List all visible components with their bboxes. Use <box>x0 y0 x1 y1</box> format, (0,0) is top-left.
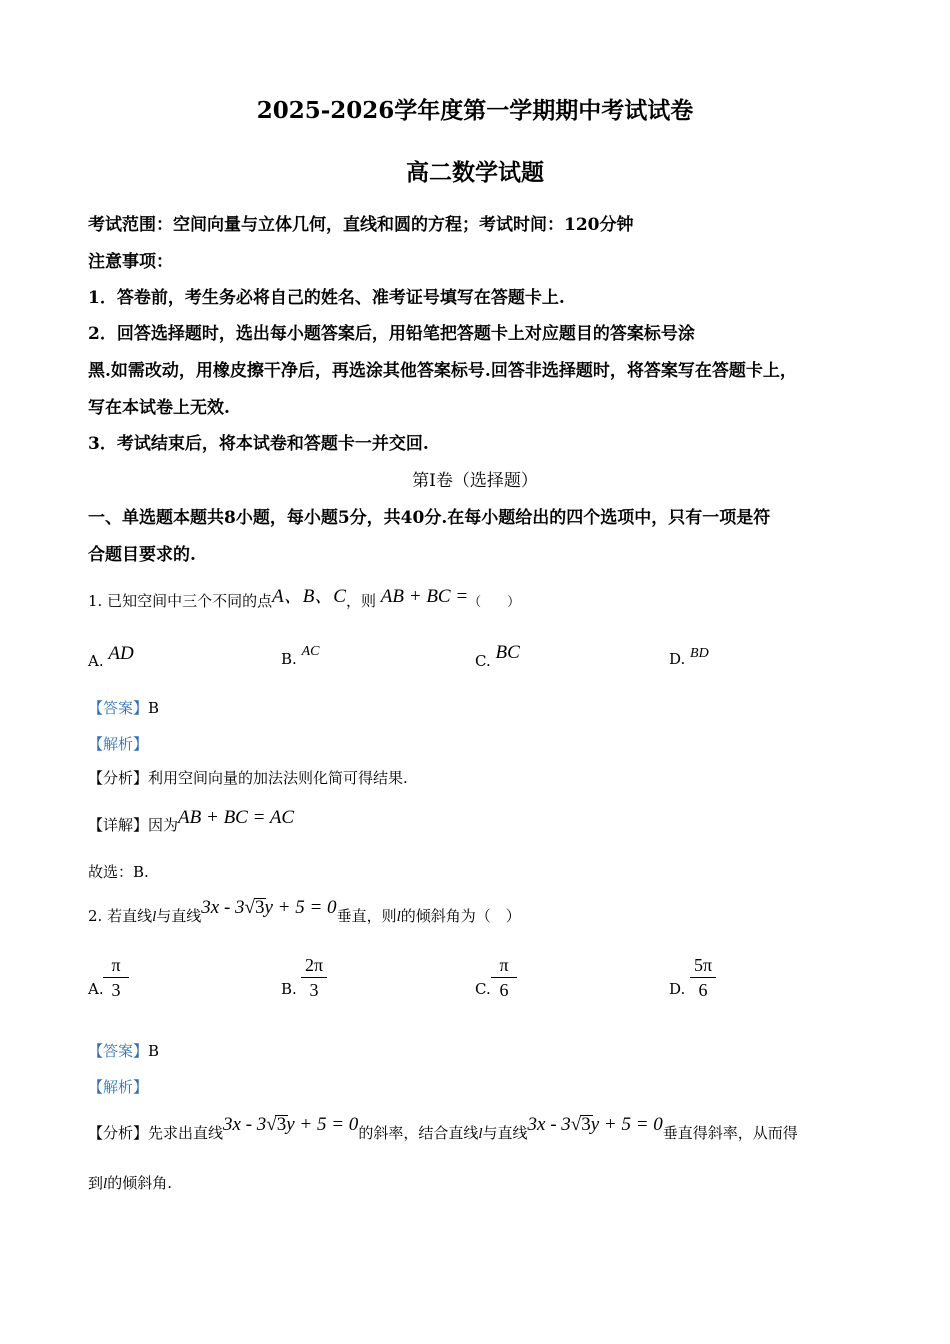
part-1-heading-line-1: 一、单选题本题共8小题，每小题5分，共40分.在每小题给出的四个选项中，只有一项是符 <box>88 508 771 528</box>
q2-option-b-fraction <box>301 955 327 1000</box>
q2-option-d-bar <box>690 977 716 978</box>
q2-analysis-l-1: l <box>478 1126 483 1142</box>
notice-item-3: 3．考试结束后，将本试卷和答题卡一并交回. <box>88 434 429 454</box>
q2-equation-part-b: y + 5 = 0 <box>264 897 337 918</box>
notice-item-2-line-3: 写在本试卷上无效. <box>88 398 230 418</box>
q2-option-a-label: A. <box>88 980 104 998</box>
q1-option-a-label: A. <box>88 652 104 670</box>
q2-option-d-numerator: 5π <box>693 955 713 975</box>
q2-analysis-eq1-sqrt: √3 <box>266 1114 287 1135</box>
q1-detail-text: 因为 <box>148 816 179 834</box>
q2-analysis-a: 先求出直线 <box>148 1124 224 1142</box>
q1-stem-mid: ，则 <box>345 592 376 610</box>
q2-answer-tag: 【答案】 <box>88 1042 149 1060</box>
q1-points: A、B、C <box>272 586 346 607</box>
q1-answer-tag: 【答案】 <box>88 699 149 717</box>
q2-option-c-numerator: π <box>499 955 509 975</box>
q2-line-l-2: l <box>396 909 401 925</box>
q1-option-c <box>475 642 520 672</box>
q1-stem-suffix: （ ） <box>468 595 521 610</box>
q2-stem <box>88 897 521 927</box>
q1-option-b <box>281 644 320 669</box>
q2-analysis-equation-2 <box>528 1114 663 1135</box>
q2-stem-prefix: 2. 若直线 <box>88 907 153 925</box>
q1-option-b-label: B. <box>281 650 297 668</box>
q2-analysis-line-2 <box>88 1172 172 1193</box>
q2-option-a-numerator: π <box>111 955 121 975</box>
q2-option-c-bar <box>491 977 517 978</box>
q2-analysis-l-2: l <box>103 1176 108 1192</box>
q2-stem-end: 的倾斜角为（ ） <box>400 907 521 925</box>
q2-equation-part-a: 3x - 3 <box>201 897 245 918</box>
q2-option-c-label: C. <box>475 980 491 998</box>
q1-answer <box>88 697 159 718</box>
q2-analysis-line2-b: 的倾斜角. <box>107 1174 172 1192</box>
notice-item-1: 1．答卷前，考生务必将自己的姓名、准考证号填写在答题卡上. <box>88 288 565 308</box>
q1-option-a <box>88 643 134 672</box>
q2-analysis-tag: 【解析】 <box>88 1078 149 1096</box>
q2-line-l: l <box>152 909 157 925</box>
q2-option-c-denominator: 6 <box>499 980 509 1000</box>
q2-option-b-bar <box>301 977 327 978</box>
q1-option-d-value: BD <box>690 646 709 661</box>
q2-answer-value: B <box>148 1042 160 1060</box>
q2-option-d-denominator: 6 <box>698 980 708 1000</box>
q1-option-c-value: BC <box>495 642 520 663</box>
q1-option-c-label: C. <box>475 652 491 670</box>
q2-option-b-numerator: 2π <box>304 955 324 975</box>
q1-option-b-value: AC <box>301 644 320 659</box>
notice-item-2-line-1: 2．回答选择题时，选出每小题答案后，用铅笔把答题卡上对应题目的答案标号涂 <box>88 324 695 344</box>
q1-detail-expression: AB + BC = AC <box>178 807 295 828</box>
q2-answer <box>88 1040 159 1061</box>
q2-analysis-b: 的斜率，结合直线 <box>358 1124 479 1142</box>
q1-answer-value: B <box>148 699 160 717</box>
exam-title: 2025-2026学年度第一学期期中考试试卷 <box>256 97 694 124</box>
q1-analysis-tag: 【解析】 <box>88 735 149 753</box>
q2-option-d-label: D. <box>669 980 686 998</box>
q2-analysis-line2-a: 到 <box>88 1174 104 1192</box>
q1-option-a-value: AD <box>108 643 134 664</box>
q2-stem-mid: 与直线 <box>156 907 202 925</box>
q2-analysis-equation-1 <box>223 1114 358 1135</box>
q1-stem <box>88 585 520 612</box>
q2-option-b-denominator: 3 <box>309 980 319 1000</box>
q2-option-a-fraction <box>103 955 129 1000</box>
notice-title: 注意事项： <box>88 252 173 272</box>
q2-option-b-label: B. <box>281 980 297 998</box>
q2-equation-sqrt: √3 <box>244 897 265 918</box>
q2-analysis-eq1-part-b: y + 5 = 0 <box>286 1114 359 1135</box>
q2-analysis-eq2-sqrt: √3 <box>570 1114 591 1135</box>
exam-scope: 考试范围：空间向量与立体几何，直线和圆的方程；考试时间：120分钟 <box>88 215 634 235</box>
q1-detail-label: 【详解】 <box>88 816 149 834</box>
q1-analysis-label: 【分析】 <box>88 769 149 787</box>
q2-option-a-bar <box>103 977 129 978</box>
q1-option-d-label: D. <box>669 650 686 668</box>
exam-subtitle: 高二数学试题 <box>406 159 544 186</box>
q2-analysis-eq2-part-a: 3x - 3 <box>527 1114 571 1135</box>
q2-analysis-eq1-part-a: 3x - 3 <box>223 1114 267 1135</box>
q1-analysis <box>88 767 408 788</box>
notice-item-2-line-2: 黑.如需改动，用橡皮擦干净后，再选涂其他答案标号.回答非选择题时，将答案写在答题卡上， <box>88 361 797 381</box>
q2-option-a-denominator: 3 <box>111 980 121 1000</box>
q2-analysis-line-1 <box>88 1114 798 1144</box>
q1-analysis-text: 利用空间向量的加法法则化简可得结果. <box>148 769 408 787</box>
q1-stem-prefix: 1. 已知空间中三个不同的点 <box>88 592 273 610</box>
q2-analysis-label: 【分析】 <box>88 1124 149 1142</box>
q2-analysis-c: 与直线 <box>482 1124 528 1142</box>
q2-analysis-eq2-part-b: y + 5 = 0 <box>590 1114 663 1135</box>
q1-conclusion: 故选：B. <box>88 863 149 881</box>
q2-analysis-d: 垂直得斜率，从而得 <box>662 1124 798 1142</box>
q2-option-d-fraction <box>690 955 716 1000</box>
q2-stem-suffix: 垂直，则 <box>336 907 397 925</box>
q2-equation <box>201 897 336 918</box>
part-1-heading-line-2: 合题目要求的. <box>88 545 196 565</box>
q1-option-d <box>669 646 709 669</box>
volume-title: 第Ⅰ卷（选择题） <box>412 471 538 491</box>
q2-option-c-fraction <box>491 955 517 1000</box>
q1-expression: AB + BC = <box>380 586 469 607</box>
q1-detail <box>88 807 295 836</box>
